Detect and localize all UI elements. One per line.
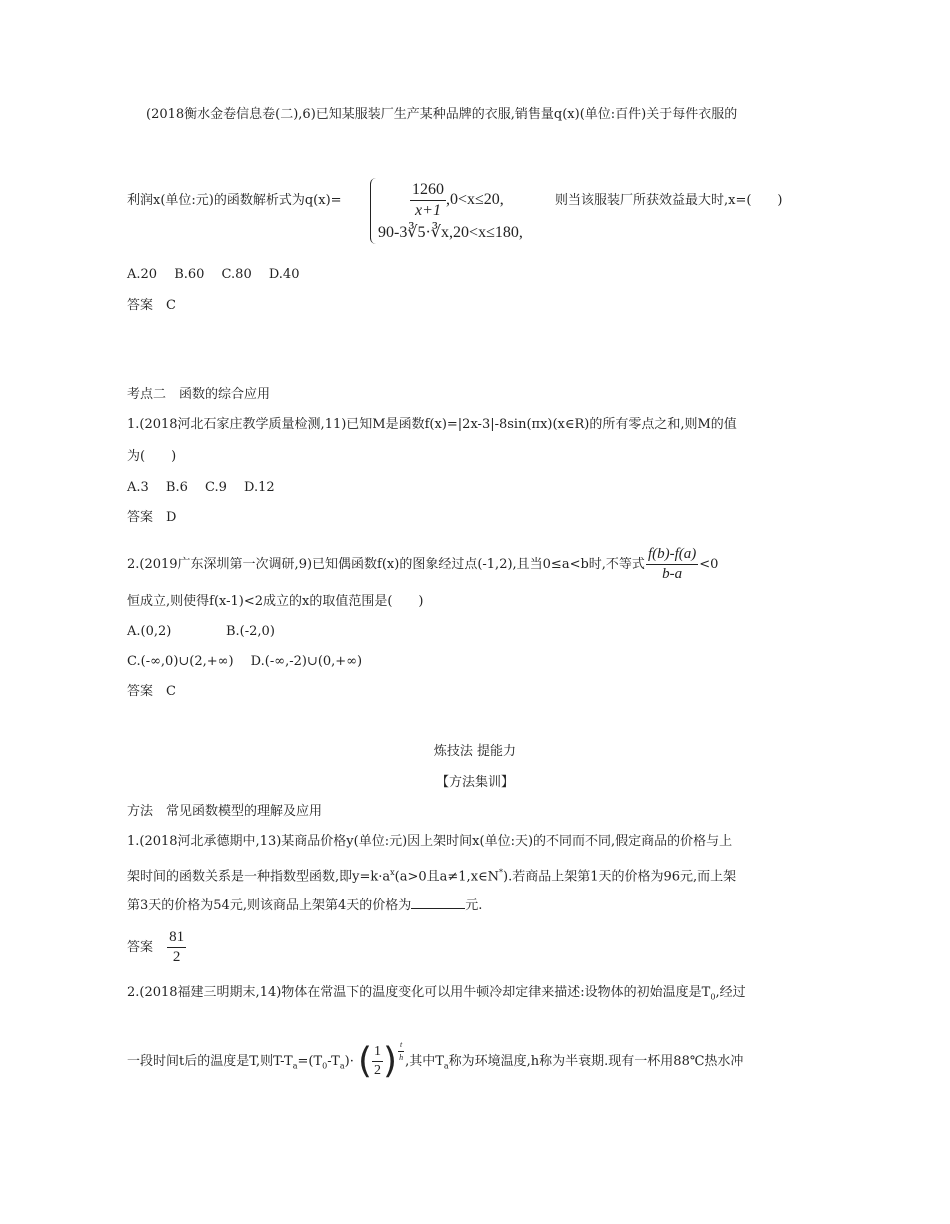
problem1-line2-suffix: 则当该服装厂所获效益最大时,x=( ): [555, 193, 783, 208]
method1-answer-label: 答案: [127, 940, 154, 955]
method2-line2-prefix: 一段时间t后的温度是T,则T-T: [127, 1054, 293, 1069]
question2-option-a: A.(0,2): [127, 624, 172, 639]
problem1-line1: (2018衡水金卷信息卷(二),6)已知某服装厂生产某种品牌的衣服,销售量q(x)(单位:百件)关于每件衣服的: [146, 107, 738, 122]
method2-line2: [127, 1041, 743, 1080]
method2-line1-suffix: ,经过: [715, 985, 746, 1000]
subscript-0: 0: [710, 992, 716, 1002]
case1-numerator: 1260: [410, 182, 446, 201]
case1-condition: ,0<x≤20,: [446, 191, 504, 209]
section-title: 考点二 函数的综合应用: [127, 387, 271, 402]
question2-answer: 答案 C: [127, 684, 176, 699]
question2-option-b: B.(-2,0): [226, 624, 275, 639]
method1-line3: [127, 896, 482, 915]
method2-line1: [127, 984, 746, 1007]
method1-line1: 1.(2018河北承德期中,13)某商品价格y(单位:元)因上架时间x(单位:天)的不同而不同,假定商品的价格与上: [127, 834, 733, 849]
method1-answer: [127, 930, 186, 965]
case1-denominator: x+1: [415, 202, 441, 219]
method2-line2-mid2: -T: [327, 1054, 340, 1069]
problem1-line2-prefix: 利润x(单位:元)的函数解析式为q(x)=: [127, 193, 342, 208]
question1-options: A.3 B.6 C.9 D.12: [127, 480, 275, 495]
subscript-a: a: [292, 1061, 298, 1071]
method2-line2-mid3: )·: [344, 1054, 354, 1069]
question2-options-cd: C.(-∞,0)∪(2,+∞) D.(-∞,-2)∪(0,+∞): [127, 654, 363, 669]
left-paren: (: [357, 1040, 373, 1082]
problem1-options: A.20 B.60 C.80 D.40: [127, 267, 300, 282]
question1-answer: 答案 D: [127, 510, 177, 525]
subscript-0b: 0: [322, 1061, 328, 1071]
question2-line1-prefix: 2.(2019广东深圳第一次调研,9)已知偶函数f(x)的图象经过点(-1,2),且当0≤a<b时,不等式: [127, 557, 645, 572]
exp-numerator: t: [398, 1041, 404, 1052]
question2-line1-suffix: <0: [699, 557, 719, 572]
answer-denominator: 2: [172, 949, 181, 965]
piecewise-case2: 90-3∛5·∛x,20<x≤180,: [378, 224, 523, 241]
answer-numerator: 81: [167, 930, 186, 948]
method2-line2-mid: =(T: [297, 1054, 323, 1069]
method1-line2-mid: (a>0且a≠1,x∈N: [394, 869, 500, 885]
method1-line2: [127, 864, 736, 886]
exponent-x: x: [390, 868, 395, 877]
question2-frac-numerator: f(b)-f(a): [646, 547, 698, 565]
right-paren: ): [383, 1040, 398, 1082]
problem1-answer: 答案 C: [127, 298, 176, 313]
method-title: 方法 常见函数模型的理解及应用: [127, 804, 323, 819]
question1-line1: 1.(2018河北石家庄教学质量检测,11)已知M是函数f(x)=|2x-3|-8sin(πx)(x∈R)的所有零点之和,则M的值: [127, 417, 737, 432]
piecewise-brace: [370, 178, 377, 244]
section-subheading: 【方法集训】: [435, 775, 514, 790]
subscript-a2: a: [339, 1061, 345, 1071]
half-denominator: 2: [374, 1063, 382, 1078]
method1-line2-suffix: ).若商品上架第1天的价格为96元,而上架: [503, 869, 737, 885]
answer-blank: [411, 896, 465, 909]
half-numerator: 1: [372, 1045, 383, 1062]
question2-line1: [127, 547, 718, 582]
subscript-a3: a: [443, 1061, 449, 1071]
method1-line3-prefix: 第3天的价格为54元,则该商品上架第4天的价格为: [127, 898, 412, 913]
method1-line2-prefix: 架时间的函数关系是一种指数型函数,即y=k·a: [127, 869, 391, 885]
question2-line2: 恒成立,则使得f(x-1)<2成立的x的取值范围是( ): [127, 594, 424, 609]
question1-line2: 为( ): [127, 449, 177, 464]
piecewise-case1: [410, 182, 504, 219]
section-heading: 炼技法 提能力: [433, 744, 517, 759]
method1-line3-suffix: 元.: [465, 898, 483, 913]
method2-line2-suffix: ,其中T: [405, 1054, 444, 1069]
exp-denominator: h: [399, 1053, 404, 1062]
exponent-star: *: [499, 868, 504, 877]
method2-line1-text: 2.(2018福建三明期末,14)物体在常温下的温度变化可以用牛顿冷却定律来描述:设物体的初始温度是T: [127, 985, 711, 1000]
method2-line2-suffix2: 称为环境温度,h称为半衰期.现有一杯用88℃热水冲: [448, 1054, 744, 1069]
question2-frac-denominator: b-a: [662, 566, 683, 582]
